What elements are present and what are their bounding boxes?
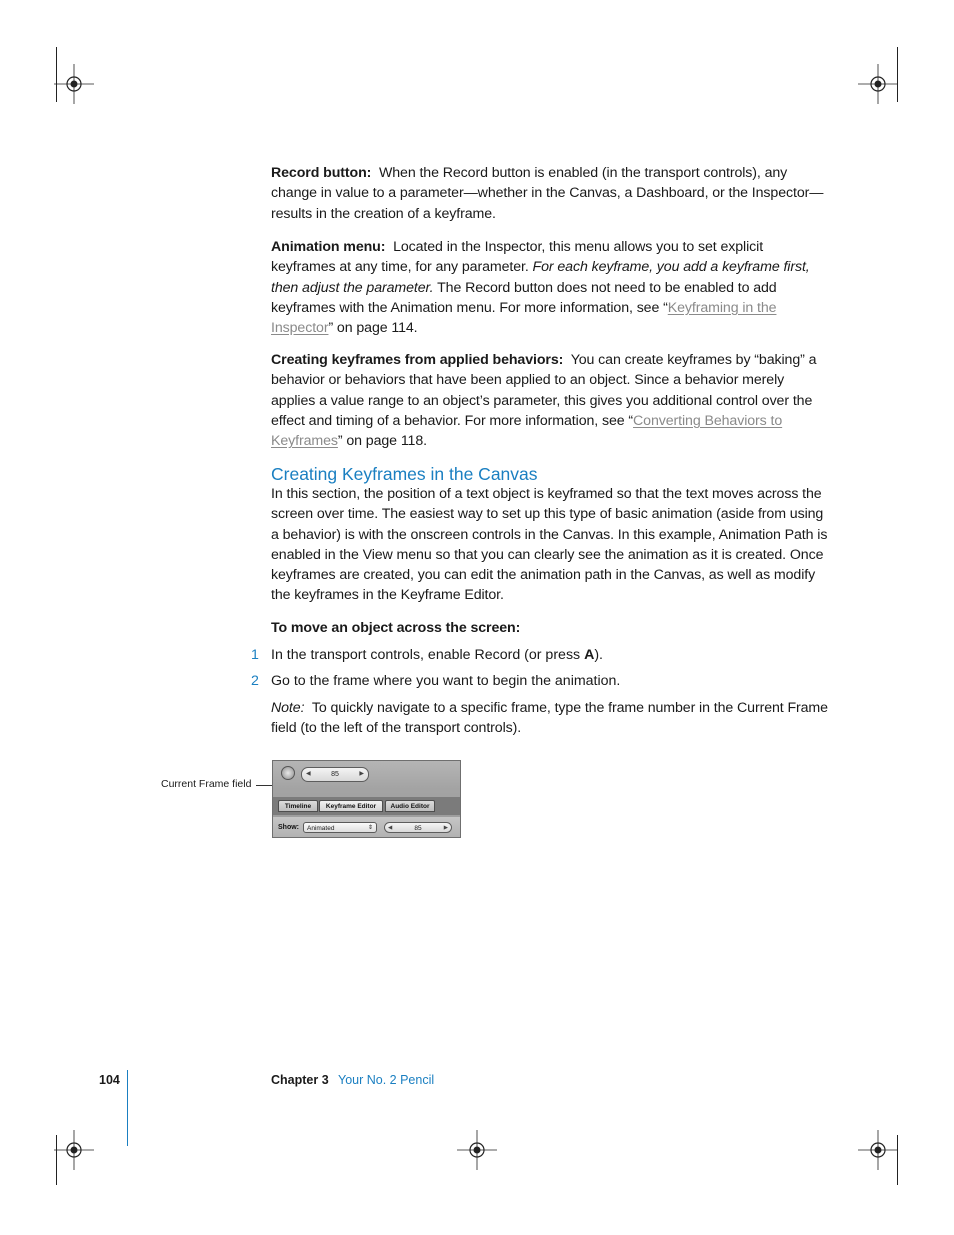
section-heading: Creating Keyframes in the Canvas <box>271 464 538 484</box>
behaviors-lead: Creating keyframes from applied behaviors: <box>271 352 564 368</box>
registration-mark-icon <box>457 1130 497 1170</box>
tab-timeline[interactable]: Timeline <box>278 800 318 812</box>
show-popup[interactable] <box>303 822 377 833</box>
record-button-paragraph <box>271 163 831 224</box>
crop-line <box>56 1135 57 1185</box>
animation-menu-italic: For each keyframe, you add a keyframe first, then adjust the parameter. <box>271 259 810 296</box>
figure-callout: Current Frame field <box>161 778 252 790</box>
decrement-arrow-icon[interactable]: ◀ <box>306 771 311 777</box>
animation-menu-text: ” on page 114. <box>328 320 418 337</box>
footer-rule <box>127 1070 128 1146</box>
increment-arrow-icon[interactable]: ▶ <box>359 771 364 777</box>
frame-field-value: 85 <box>414 825 422 832</box>
section-body: In this section, the position of a text object is keyframed so that the text moves across the screen over time. The easiest way to set up this type of basic animation (aside from using a behavior) is with the onscreen controls in the Canvas. In this example, Animation Path is enabled in the View menu so that you can clearly see the animation as it is created. Once keyframes are created, you can edit the animation path in the Canvas, as well as modify the keyframes in the Keyframe Editor. <box>271 486 828 604</box>
current-frame-field[interactable] <box>301 767 369 782</box>
behaviors-paragraph <box>271 350 831 451</box>
step-text <box>271 645 603 665</box>
show-label: Show: <box>278 824 299 831</box>
increment-arrow-icon[interactable]: ▶ <box>443 825 448 831</box>
frame-field[interactable] <box>384 822 452 833</box>
keyframing-in-inspector-link[interactable]: Keyframing in the Inspector <box>271 299 777 337</box>
decrement-arrow-icon[interactable]: ◀ <box>388 825 393 831</box>
record-button-lead: Record button: <box>271 165 372 181</box>
show-popup-value: Animated <box>307 825 335 832</box>
page-number: 104 <box>99 1073 120 1087</box>
animation-menu-text: The Record button does not need to be enabled to add keyframes with the Animation menu. For more information, see “ <box>271 279 777 316</box>
chapter-title: Your No. 2 Pencil <box>338 1073 435 1087</box>
step-number: 1 <box>251 647 259 663</box>
record-button-text: When the Record button is enabled (in the transport controls), any change in value to a parameter—whether in the Canvas, a Dashboard, or the Inspector—results in the creation of a keyframe. <box>271 165 824 222</box>
crop-line <box>897 1135 898 1185</box>
tab-audio-editor[interactable]: Audio Editor <box>385 800 435 812</box>
animation-menu-text: Located in the Inspector, this menu allows you to set explicit keyframes at any time, for any parameter. <box>271 239 764 276</box>
key-letter: A <box>584 647 595 663</box>
behaviors-text: ” on page 118. <box>337 433 427 450</box>
registration-mark-icon <box>54 1130 94 1170</box>
animation-menu-paragraph <box>271 237 831 338</box>
chapter-label: Chapter 3 <box>271 1073 329 1087</box>
converting-behaviors-link[interactable]: Converting Behaviors to Keyframes <box>271 412 783 450</box>
note-paragraph <box>271 698 831 739</box>
current-frame-value: 85 <box>331 771 339 778</box>
behaviors-text: You can create keyframes by “baking” a behavior or behaviors that have been applied to an object. Since a behavior merely applies a value range to an object’s parameter, this gives you additional control over the effect and timing of a behavior. For more information, see “ <box>271 352 817 429</box>
figure-screenshot <box>272 760 461 838</box>
registration-mark-icon <box>858 64 898 104</box>
registration-mark-icon <box>858 1130 898 1170</box>
popup-arrows-icon: ⇕ <box>367 825 373 831</box>
note-text: To quickly navigate to a specific frame, type the frame number in the Current Frame field (to the left of the transport controls). <box>271 700 828 737</box>
note-label: Note: <box>271 700 305 716</box>
crop-line <box>56 47 57 102</box>
registration-mark-icon <box>54 64 94 104</box>
step-text-before: In the transport controls, enable Record (or press <box>271 647 585 663</box>
tab-keyframe-editor[interactable]: Keyframe Editor <box>319 800 383 812</box>
step-number: 2 <box>251 673 259 689</box>
task-title: To move an object across the screen: <box>271 620 521 636</box>
step-text: Go to the frame where you want to begin the animation. <box>271 673 621 689</box>
crop-line <box>897 47 898 102</box>
clock-icon[interactable] <box>281 766 295 780</box>
step-text-after: ). <box>594 647 603 663</box>
animation-menu-lead: Animation menu: <box>271 239 386 255</box>
